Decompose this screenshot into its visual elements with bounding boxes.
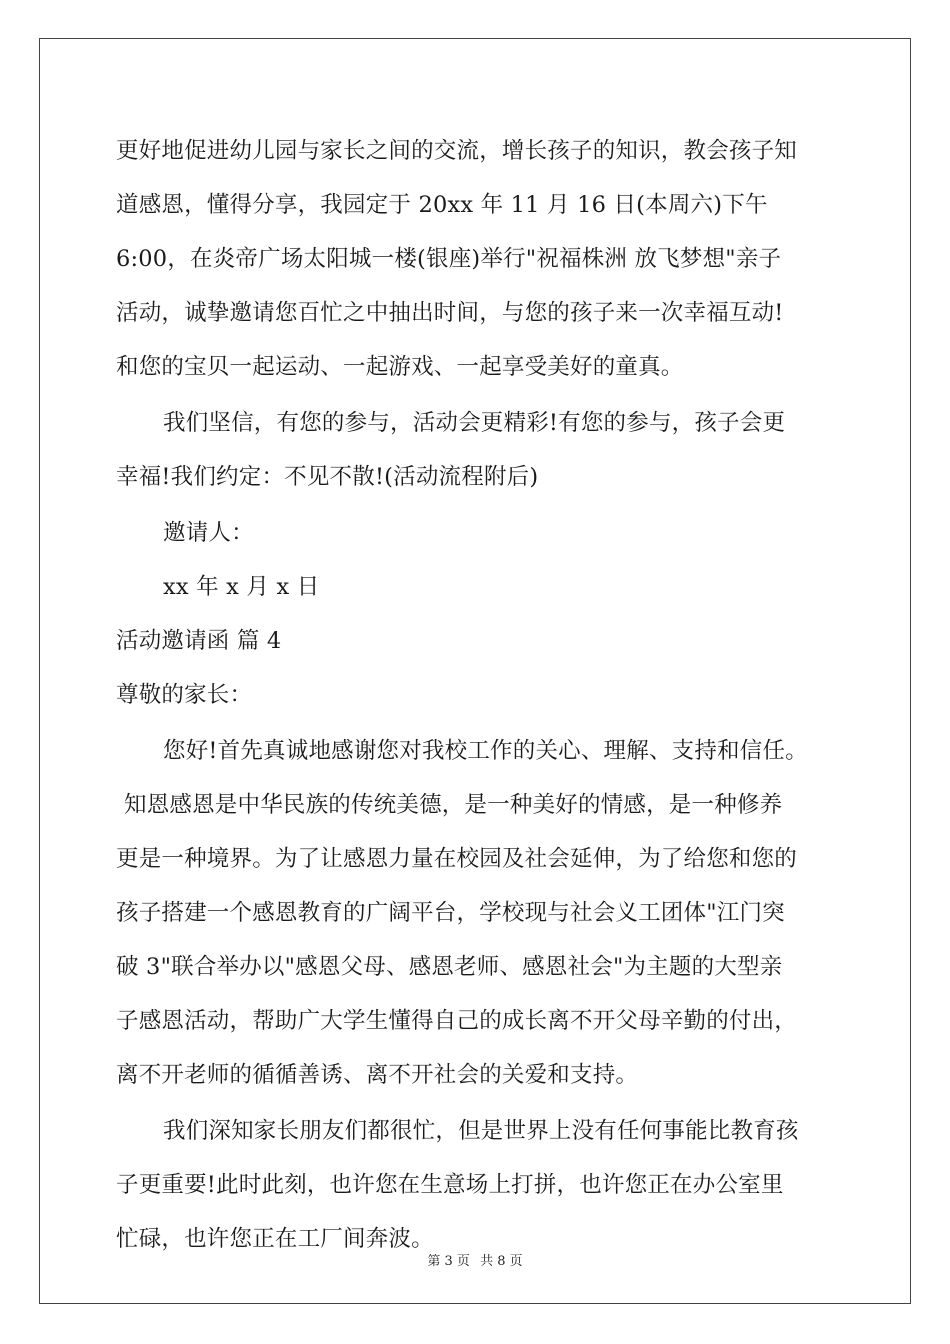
text-line: 我们深知家长朋友们都很忙，但是世界上没有任何事能比教育孩 (163, 1118, 799, 1144)
paragraph-2 (116, 396, 856, 504)
text-line: 离不开老师的循循善诱、离不开社会的关爱和支持。 (116, 1062, 639, 1088)
text-line: 活动，诚挚邀请您百忙之中抽出时间，与您的孩子来一次幸福互动! (116, 300, 784, 326)
text-line: 孩子搭建一个感恩教育的广阔平台，学校现与社会义工团体"江门突 (116, 900, 785, 926)
salutation: 尊敬的家长： (116, 682, 253, 708)
document-body (116, 124, 856, 1266)
text-line: 子更重要!此时此刻，也许您在生意场上打拼，也许您正在办公室里 (116, 1172, 784, 1198)
page-footer (0, 1250, 950, 1269)
text-line: 6:00，在炎帝广场太阳城一楼(银座)举行"祝福株洲 放飞梦想"亲子 (116, 246, 782, 272)
section-title: 活动邀请函 篇 4 (116, 628, 282, 654)
text-line: 知恩感恩是中华民族的传统美德，是一种美好的情感，是一种修养 (124, 792, 783, 818)
text-line: 我们坚信，有您的参与，活动会更精彩!有您的参与，孩子会更 (163, 410, 786, 436)
text-line: 幸福!我们约定：不见不散!(活动流程附后) (116, 464, 539, 490)
text-line: 更是一种境界。为了让感恩力量在校园及社会延伸，为了给您和您的 (116, 846, 798, 872)
paragraph-3 (116, 724, 856, 1102)
paragraph-1 (116, 124, 856, 394)
text-line: 道感恩，懂得分享，我园定于 20xx 年 11 月 16 日(本周六)下午 (116, 192, 768, 218)
text-line: 您好!首先真诚地感谢您对我校工作的关心、理解、支持和信任。 (163, 738, 808, 764)
total-pages-label: 共 8 页 (480, 1254, 523, 1269)
paragraph-4 (116, 1104, 856, 1266)
text-line: 和您的宝贝一起运动、一起游戏、一起享受美好的童真。 (116, 354, 684, 380)
inviter-line: 邀请人： (163, 520, 254, 546)
text-line: 破 3"联合举办以"感恩父母、感恩老师、感恩社会"为主题的大型亲 (116, 954, 783, 980)
text-line: 更好地促进幼儿园与家长之间的交流，增长孩子的知识，教会孩子知 (116, 138, 798, 164)
current-page-label: 第 3 页 (427, 1254, 470, 1269)
text-line: 忙碌，也许您正在工厂间奔波。 (116, 1226, 434, 1252)
date-line: xx 年 x 月 x 日 (163, 574, 320, 600)
text-line: 子感恩活动，帮助广大学生懂得自己的成长离不开父母辛勤的付出， (116, 1008, 798, 1034)
